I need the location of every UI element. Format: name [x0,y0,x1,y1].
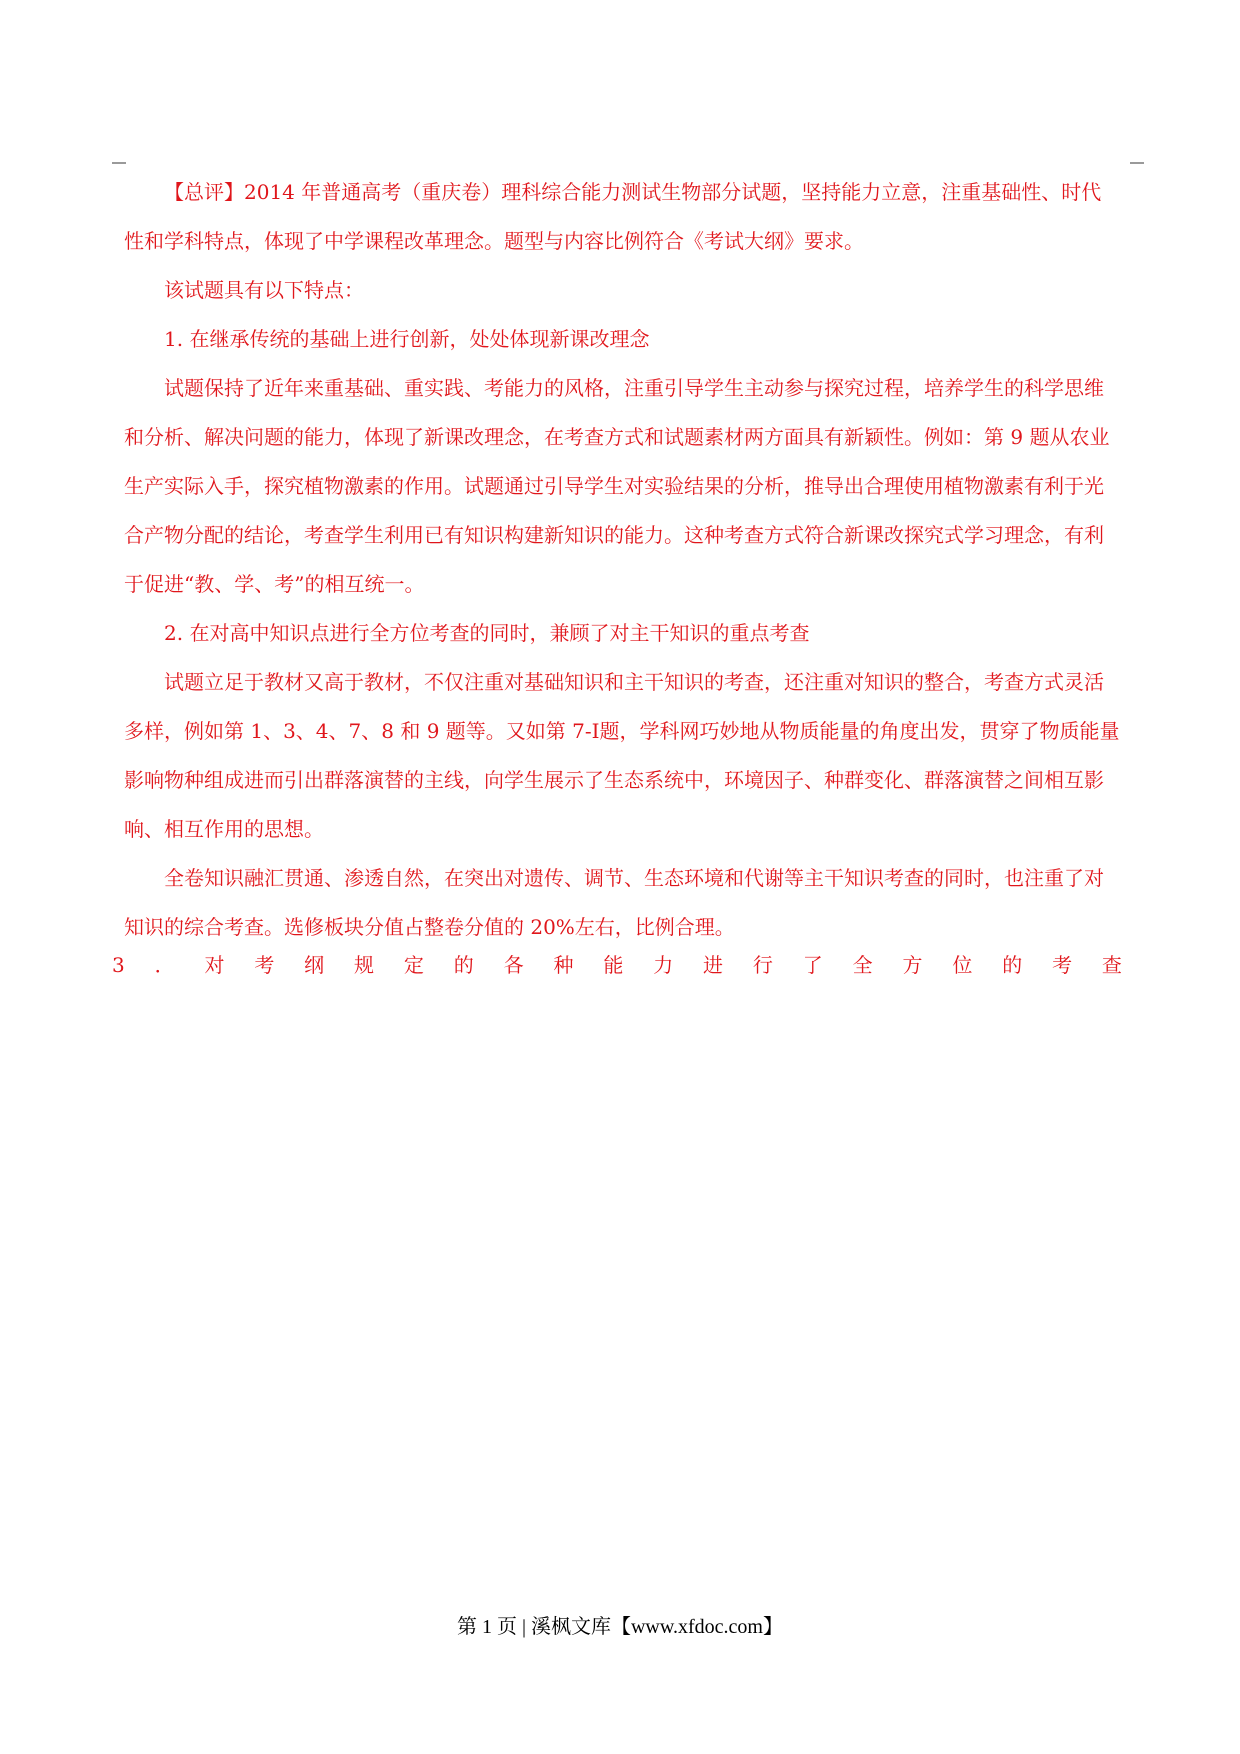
document-body [124,168,1120,952]
heading-point-3-char: 3 [112,953,125,977]
paragraph-point-1-detail: 试题保持了近年来重基础、重实践、考能力的风格，注重引导学生主动参与探究过程，培养学生的科学思维和分析、解决问题的能力，体现了新课改理念，在考查方式和试题素材两方面具有新颖性。例如：第 9 题从农业生产实际入手，探究植物激素的作用。试题通过引导学生对实验结果的分析，推导出合理使用植物激素有利于光合产物分配的结论，考查学生利用已有知识构建新知识的能力。这种考查方式符合新课改探究式学习理念，有利于促进“教、学、考”的相互统一。 [124,376,1110,596]
heading-point-3-char: 纲 [304,953,325,977]
heading-point-3-char: 种 [553,953,574,977]
heading-point-3-char: 方 [902,953,923,977]
heading-point-3-char: 考 [254,953,275,977]
paragraph-features-intro: 该试题具有以下特点： [164,278,364,302]
paragraph-summary: 【总评】2014 年普通高考（重庆卷）理科综合能力测试生物部分试题，坚持能力立意，注重基础性、时代性和学科特点，体现了中学课程改革理念。题型与内容比例符合《考试大纲》要求。 [124,180,1102,253]
heading-point-3-char: 位 [952,953,973,977]
heading-point-3-char: 规 [354,953,375,977]
paragraph-knowledge-integration: 全卷知识融汇贯通、渗透自然，在突出对遗传、调节、生态环境和代谢等主干知识考查的同时，也注重了对知识的综合考查。选修板块分值占整卷分值的 20%左右，比例合理。 [124,866,1104,939]
margin-corner-mark-right [1130,162,1144,164]
heading-point-3-char: 查 [1101,953,1122,977]
heading-point-3-char: 行 [752,953,773,977]
heading-point-3-char: 对 [204,953,225,977]
page-footer: 第 1 页 | 溪枫文库【www.xfdoc.com】 [456,1616,783,1638]
heading-point-3-char: 全 [852,953,873,977]
heading-point-3-char: 能 [603,953,624,977]
heading-point-3-char: 的 [1002,953,1023,977]
heading-point-3 [112,950,1122,980]
paragraph-point-2-detail: 试题立足于教材又高于教材，不仅注重对基础知识和主干知识的考查，还注重对知识的整合，考查方式灵活多样，例如第 1、3、4、7、8 和 9 题等。又如第 7-Ⅰ题，学科网巧妙地从物质能量的角度出发，贯穿了物质能量影响物种组成进而引出群落演替的主线，向学生展示了生态系统中，环境因子、种群变化、群落演替之间相互影响、相互作用的思想。 [124,670,1120,841]
heading-point-3-char: 的 [453,953,474,977]
heading-point-3-char: 各 [503,953,524,977]
heading-point-3-char: ． [154,953,175,977]
heading-point-1: 1. 在继承传统的基础上进行创新，处处体现新课改理念 [164,327,650,351]
heading-point-3-char: 定 [403,953,424,977]
margin-corner-mark-left [112,162,126,164]
heading-point-3-char: 考 [1052,953,1073,977]
heading-point-2: 2. 在对高中知识点进行全方位考查的同时，兼顾了对主干知识的重点考查 [164,621,810,645]
heading-point-3-char: 进 [703,953,724,977]
heading-point-3-char: 了 [802,953,823,977]
heading-point-3-char: 力 [653,953,674,977]
